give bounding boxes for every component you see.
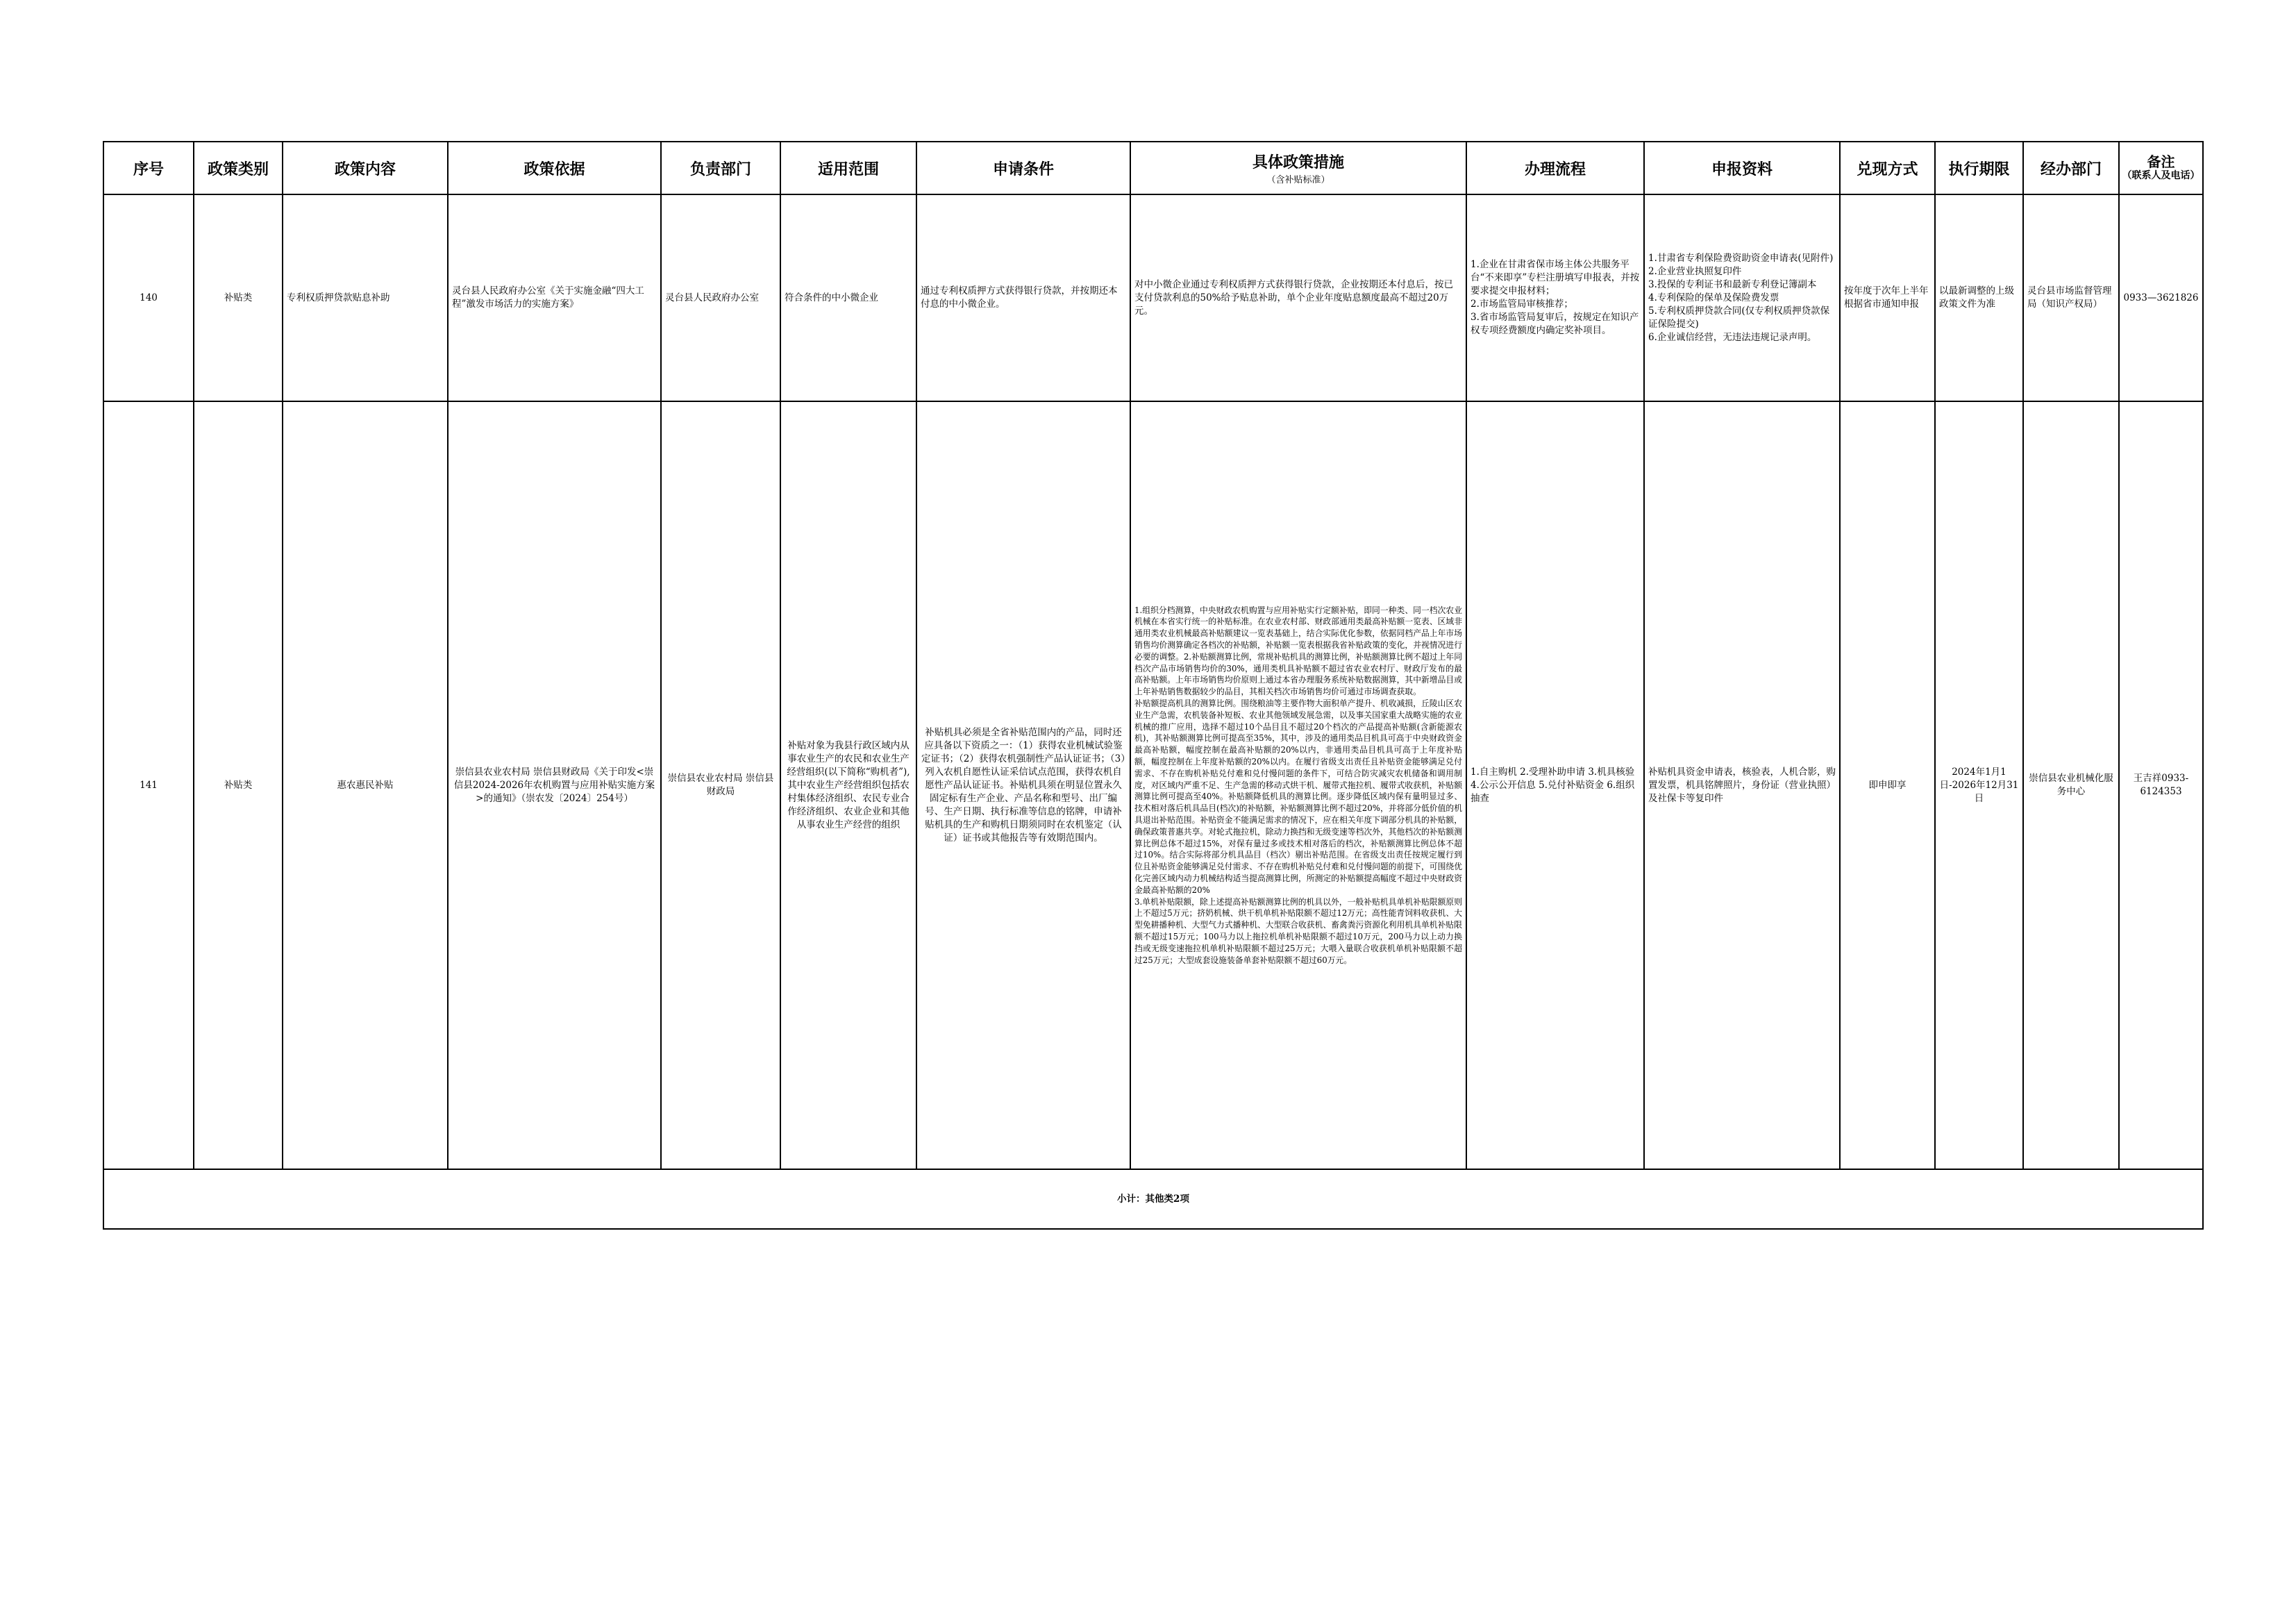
table-row	[103, 401, 2203, 1169]
row-measures: 对中小微企业通过专利权质押方式获得银行贷款，企业按期还本付息后，按已支付贷款利息的50%给予贴息补助，单个企业年度贴息额度最高不超过20万元。	[1130, 194, 1466, 401]
header-remark-sub: （联系人及电话）	[2122, 170, 2200, 181]
header-process: 办理流程	[1466, 142, 1644, 194]
row-index: 141	[103, 401, 194, 1169]
row-remark: 0933—3621826	[2119, 194, 2203, 401]
row-remark: 王吉祥0933-6124353	[2119, 401, 2203, 1169]
row-basis: 灵台县人民政府办公室《关于实施金融“四大工程”激发市场活力的实施方案》	[448, 194, 661, 401]
header-period: 执行期限	[1935, 142, 2023, 194]
header-remark	[2119, 142, 2203, 194]
policy-table	[103, 141, 2204, 1230]
header-remark-label: 备注	[2147, 153, 2175, 170]
row-handler: 灵台县市场监督管理局（知识产权局）	[2023, 194, 2119, 401]
row-scope: 补贴对象为我县行政区域内从事农业生产的农民和农业生产经营组织(以下简称“购机者”),其中农业生产经营组织包括农村集体经济组织、农民专业合作经济组织、农业企业和其他从事农业生产经营的组织	[780, 401, 916, 1169]
header-measures-label: 具体政策措施	[1252, 154, 1344, 171]
header-handler: 经办部门	[2023, 142, 2119, 194]
row-category: 补贴类	[194, 401, 283, 1169]
row-content: 惠农惠民补贴	[283, 401, 448, 1169]
row-category: 补贴类	[194, 194, 283, 401]
row-redemption: 即申即享	[1840, 401, 1935, 1169]
row-period: 2024年1月1日-2026年12月31日	[1935, 401, 2023, 1169]
row-department: 灵台县人民政府办公室	[661, 194, 780, 401]
header-index: 序号	[103, 142, 194, 194]
row-content: 专利权质押贷款贴息补助	[283, 194, 448, 401]
header-measures-sub: （含补贴标准）	[1266, 175, 1330, 185]
subtotal-row	[103, 1169, 2203, 1229]
header-measures	[1130, 142, 1466, 194]
row-materials: 1.甘肃省专利保险费资助资金申请表(见附件) 2.企业营业执照复印件 3.投保的专利证书和最新专利登记簿副本 4.专利保险的保单及保险费发票 5.专利权质押贷款合同(仅专利权质押贷款保证保险提交) 6.企业诚信经营，无违法违规记录声明。	[1644, 194, 1840, 401]
header-conditions: 申请条件	[916, 142, 1130, 194]
header-content: 政策内容	[283, 142, 448, 194]
header-row	[103, 142, 2203, 194]
header-scope: 适用范围	[780, 142, 916, 194]
row-index: 140	[103, 194, 194, 401]
row-redemption: 按年度于次年上半年根据省市通知申报	[1840, 194, 1935, 401]
subtotal-text: 小计：其他类2项	[103, 1169, 2203, 1229]
header-basis: 政策依据	[448, 142, 661, 194]
header-materials: 申报资料	[1644, 142, 1840, 194]
row-department: 崇信县农业农村局 崇信县财政局	[661, 401, 780, 1169]
row-process: 1.企业在甘肃省保市场主体公共服务平台“不来即享”专栏注册填写申报表，并按要求提交申报材料； 2.市场监管局审核推荐； 3.省市场监管局复审后，按规定在知识产权专项经费额度内确定奖补项目。	[1466, 194, 1644, 401]
header-redemption: 兑现方式	[1840, 142, 1935, 194]
header-department: 负责部门	[661, 142, 780, 194]
row-conditions: 通过专利权质押方式获得银行贷款，并按期还本付息的中小微企业。	[916, 194, 1130, 401]
row-basis: 崇信县农业农村局 崇信县财政局《关于印发<崇信县2024-2026年农机购置与应用补贴实施方案>的通知》（崇农发〔2024〕254号）	[448, 401, 661, 1169]
row-handler: 崇信县农业机械化服务中心	[2023, 401, 2119, 1169]
row-period: 以最新调整的上级政策文件为准	[1935, 194, 2023, 401]
row-measures: 1.组织分档测算，中央财政农机购置与应用补贴实行定额补贴，即同一种类、同一档次农业机械在本省实行统一的补贴标准。在农业农村部、财政部通用类最高补贴额一览表、区域非通用类农业机械最高补贴额建议一览表基础上，结合实际优化参数，依据同档产品上年市场销售均价测算确定各档次的补贴额，补贴额一览表根据我省补贴政策的变化，并视情况进行必要的调整。2.补贴额测算比例，常规补贴机具的测算比例，补贴额测算比例不超过上年同档次产品市场销售均价的30%，通用类机具补贴额不超过省农业农村厅、财政厅发布的最高补贴额。上年市场销售均价原则上通过本省办理服务系统补贴数据测算，其中新增品目或上年补贴销售数据较少的品目，其相关档次市场销售均价可通过市场调查获取。 补贴额提高机具的测算比例。围绕粮油等主要作物大面积单产提升、机收减损，丘陵山区农业生产急需，农机装备补短板、农业其他领域发展急需，以及事关国家重大战略实施的农业机械的推广应用，选择不超过10个品目且不超过20个档次的产品提高补贴额(含新能源农机)，其补贴额测算比例可提高至35%，其中，涉及的通用类品目机具可高于中央财政资金最高补贴额，幅度控制在最高补贴额的20%以内，非通用类品目机具可高于上年度补贴额，幅度控制在上年度补贴额的20%以内。在履行省级支出责任且补贴资金能够满足兑付需求、不存在购机补贴兑付难和兑付慢问题的条件下，可结合防灾减灾农机储备和调用制度，对区域内严重不足、生产急需的移动式烘干机、履带式拖拉机、履带式收获机，补贴额测算比例可提高至40%。补贴额降低机具的测算比例。逐步降低区域内保有量明显过多、技术相对落后机具品目(档次)的补贴额，补贴额测算比例不超过20%，并将部分低价值的机具退出补贴范围。补贴资金不能满足需求的情况下，应在相关年度下调部分机具的补贴额，确保政策普惠共享。对轮式拖拉机，除动力换挡和无级变速等档次外，其他档次的补贴额测算比例总体不超过15%，对保有量过多或技术相对落后的档次，补贴额测算比例总体不超过10%。结合实际将部分机具品目（档次）剔出补贴范围。在省级支出责任按规定履行到位且补贴资金能够满足兑付需求、不存在购机补贴兑付难和兑付慢问题的前提下，可围绕优化完善区域内动力机械结构适当提高测算比例，所测定的补贴额提高幅度不超过中央财政资金最高补贴额的20% 3.单机补贴限额，除上述提高补贴额测算比例的机具以外，一般补贴机具单机补贴限额原则上不超过5万元；挤奶机械、烘干机单机补贴限额不超过12万元；高性能青饲料收获机、大型免耕播种机、大型气力式播种机、大型联合收获机、畜禽粪污资源化利用机具单机补贴限额不超过15万元；100马力以上拖拉机单机补贴限额不超过10万元，200马力以上动力换挡或无级变速拖拉机单机补贴限额不超过25万元；大喂入量联合收获机单机补贴限额不超过25万元；大型成套设施装备单套补贴限额不超过60万元。	[1130, 401, 1466, 1169]
row-materials: 补贴机具资金申请表，核验表，人机合影，购置发票，机具铭牌照片，身份证（营业执照）及社保卡等复印件	[1644, 401, 1840, 1169]
row-scope: 符合条件的中小微企业	[780, 194, 916, 401]
row-conditions: 补贴机具必须是全省补贴范围内的产品，同时还应具备以下资质之一：（1）获得农业机械试验鉴定证书；（2）获得农机强制性产品认证证书；（3）列入农机自愿性认证采信试点范围，获得农机自愿性产品认证证书。补贴机具须在明显位置永久固定标有生产企业、产品名称和型号、出厂编号、生产日期、执行标准等信息的铭牌，申请补贴机具的生产和购机日期须同时在农机鉴定（认证）证书或其他报告等有效期范围内。	[916, 401, 1130, 1169]
row-process: 1.自主购机 2.受理补助申请 3.机具核验 4.公示公开信息 5.兑付补贴资金 6.组织抽查	[1466, 401, 1644, 1169]
header-category: 政策类别	[194, 142, 283, 194]
table-row	[103, 194, 2203, 401]
